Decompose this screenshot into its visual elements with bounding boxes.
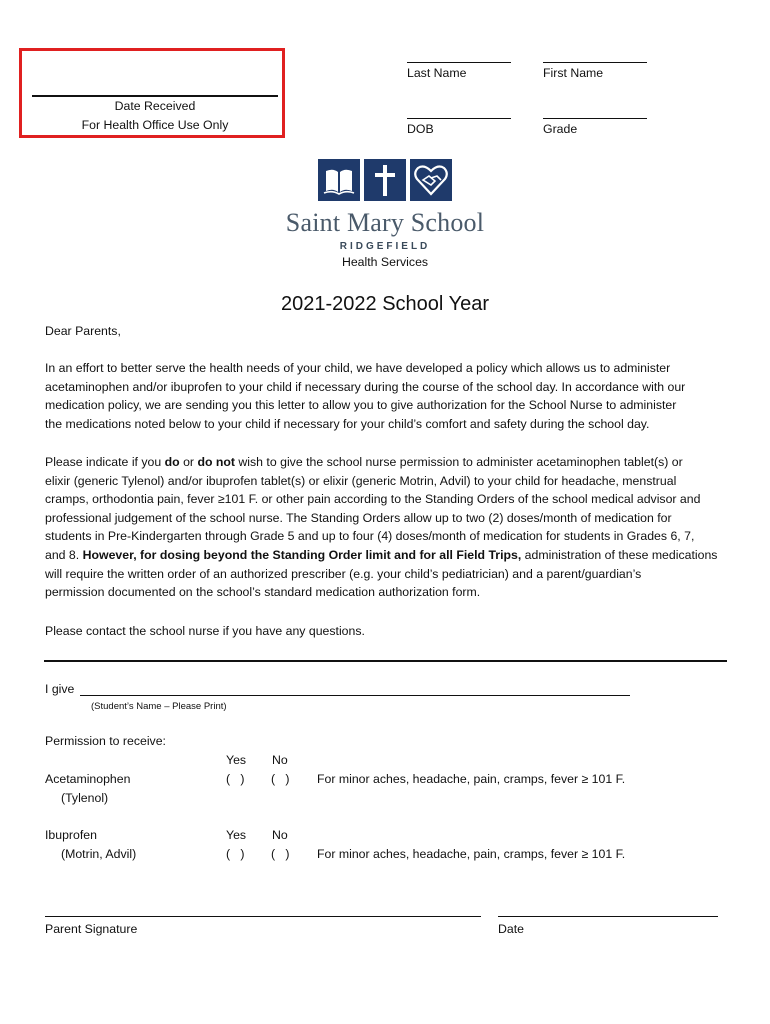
- acetaminophen-no-checkbox[interactable]: ( ): [271, 772, 290, 786]
- text-run: and 8.: [45, 547, 83, 562]
- dob-blank[interactable]: [407, 118, 511, 119]
- policy-line: professional judgement of the school nurse. The Standing Orders allow up to two (2) doses/month of medication for: [45, 510, 672, 525]
- i-give-label: I give: [45, 682, 75, 696]
- last-name-blank[interactable]: [407, 62, 511, 63]
- book-icon: [318, 159, 360, 201]
- parent-signature-field[interactable]: [45, 916, 481, 917]
- date-label: Date: [498, 922, 524, 936]
- policy-line: elixir (generic Tylenol) and/or ibuprofen tablet(s) or elixir (generic Motrin, Advil) to your child for headache, menstrual: [45, 473, 677, 488]
- acetaminophen-generic: (Tylenol): [61, 791, 109, 805]
- intro-paragraph: [45, 359, 735, 433]
- policy-line: will require the written order of an authorized prescriber (e.g. your child’s pediatrician) and a parent/guardian’s: [45, 566, 642, 581]
- policy-line: [45, 453, 735, 472]
- student-name-hint: (Student’s Name – Please Print): [91, 701, 227, 712]
- policy-line: [45, 546, 735, 565]
- text-run: administration of these medications: [521, 547, 718, 562]
- page-title: 2021-2022 School Year: [281, 293, 489, 315]
- grade-blank[interactable]: [543, 118, 647, 119]
- no-header: No: [272, 753, 288, 767]
- first-name-blank[interactable]: [543, 62, 647, 63]
- yes-header: Yes: [226, 753, 247, 767]
- student-name-field[interactable]: [80, 695, 630, 696]
- emphasis-field-trips: However, for dosing beyond the Standing Order limit and for all Field Trips,: [82, 547, 522, 562]
- first-name-label: First Name: [543, 66, 604, 80]
- grade-label: Grade: [543, 122, 578, 136]
- school-location: RIDGEFIELD: [339, 241, 431, 252]
- acetaminophen-label: Acetaminophen: [45, 772, 131, 786]
- policy-line: permission documented on the school’s standard medication authorization form.: [45, 585, 481, 600]
- ibuprofen-no-checkbox[interactable]: ( ): [271, 847, 290, 861]
- divider: [44, 660, 727, 662]
- policy-line: cramps, orthodontia pain, fever ≥101 F. or other pain according to the Standing Orders of the school medical advisor and: [45, 492, 701, 507]
- text-run: or: [179, 455, 198, 469]
- acetaminophen-note: For minor aches, headache, pain, cramps, fever ≥ 101 F.: [317, 772, 626, 786]
- yes-header: Yes: [226, 828, 247, 842]
- text-run: wish to give the school nurse permission to administer acetaminophen tablet(s) or: [235, 455, 683, 469]
- text-run: Please indicate if you: [45, 455, 165, 469]
- salutation: Dear Parents,: [45, 324, 121, 338]
- date-field[interactable]: [498, 916, 718, 917]
- office-use-box: [19, 48, 285, 138]
- cross-icon: [364, 159, 406, 201]
- intro-line: acetaminophen and/or ibuprofen to your child if necessary during the course of the school day. In accordance with our: [45, 379, 686, 394]
- school-name: Saint Mary School: [285, 208, 485, 237]
- heart-hands-icon: [410, 159, 452, 201]
- acetaminophen-yes-checkbox[interactable]: ( ): [226, 772, 245, 786]
- ibuprofen-generic: (Motrin, Advil): [61, 847, 137, 861]
- dob-label: DOB: [407, 122, 434, 136]
- ibuprofen-label: Ibuprofen: [45, 828, 97, 842]
- policy-paragraph: [45, 453, 735, 602]
- date-received-label: Date Received: [114, 99, 196, 113]
- parent-signature-label: Parent Signature: [45, 922, 138, 936]
- ibuprofen-yes-checkbox[interactable]: ( ): [226, 847, 245, 861]
- no-header: No: [272, 828, 288, 842]
- date-received-line: [32, 95, 278, 97]
- emphasis-do-not: do not: [197, 455, 235, 469]
- permission-label: Permission to receive:: [45, 734, 166, 748]
- office-use-label: For Health Office Use Only: [81, 118, 229, 132]
- intro-line: In an effort to better serve the health needs of your child, we have developed a policy which allows us to administer: [45, 361, 671, 375]
- department-name: Health Services: [341, 255, 429, 269]
- last-name-label: Last Name: [407, 66, 467, 80]
- intro-line: medication policy, we are sending you this letter to allow you to give authorization for the School Nurse to administer: [45, 398, 677, 413]
- contact-note: Please contact the school nurse if you have any questions.: [45, 624, 365, 638]
- ibuprofen-note: For minor aches, headache, pain, cramps, fever ≥ 101 F.: [317, 847, 626, 861]
- intro-line: the medications noted below to your child if necessary for your child’s comfort and safety during the school day.: [45, 416, 650, 431]
- emphasis-do: do: [164, 455, 180, 469]
- policy-line: students in Pre-Kindergarten through Grade 5 and up to four (4) doses/month of medication for students in Grades 6, 7,: [45, 529, 695, 544]
